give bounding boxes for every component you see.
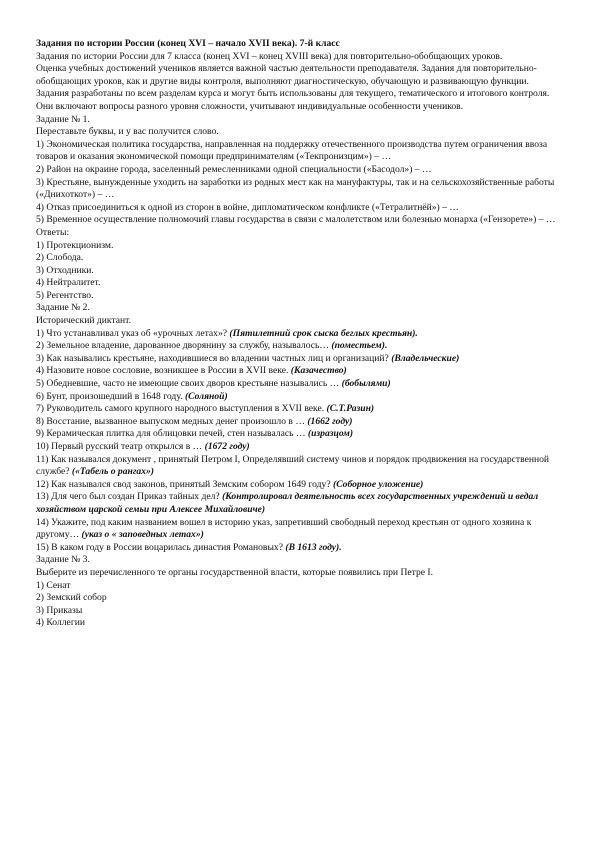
question-text: 4) Назовите новое сословие, возникшее в России в XVII веке. [36, 365, 289, 377]
answer-text: (Владельческие) [391, 352, 460, 364]
task2-item [36, 479, 562, 492]
task2-item [36, 378, 562, 391]
answer-text: (Пятилетний срок сыска беглых крестьян). [229, 327, 418, 339]
task3-heading: Задание № 3. [36, 554, 90, 566]
answer-text: («Табель о рангах») [71, 466, 154, 478]
question-text: 7) Руководитель самого крупного народного выступления в XVII веке. [36, 403, 325, 415]
task1-item: 3) Крестьяне, вынужденные уходить на заработки из родных мест как на мануфактуры, так и на сельскохозяйственные работы («Днихоткот») – … [36, 176, 555, 201]
answer-text: (1672 году) [204, 441, 250, 452]
question-text: 3) Как назывались крестьяне, находившиеся во владении частных лиц и организаций? [36, 352, 389, 364]
task3-item: 4) Коллегии [36, 617, 86, 629]
task2-item [36, 340, 562, 353]
question-text: 2) Земельное владение, дарованное дворянину за службу, называлось… [36, 340, 329, 352]
task1-answer: 4) Нейтралитет. [36, 277, 101, 289]
question-text: 1) Что устанавливал указ об «урочных летах»? [36, 327, 227, 339]
task3-item: 1) Сенат [36, 579, 71, 591]
task1-item: 2) Район на окраине города, заселенный ремесленниками одной специальности («Басодол») – … [36, 163, 432, 175]
question-text: 10) Первый русский театр открылся в … [36, 441, 203, 452]
task1-instruction: Переставьте буквы, и у вас получится слово. [36, 126, 219, 138]
task2-item [36, 491, 562, 516]
task3-item: 2) Земский собор [36, 592, 107, 604]
task1-answers-heading: Ответы: [36, 226, 70, 238]
task2-item [36, 517, 562, 542]
task3-item: 3) Приказы [36, 604, 83, 616]
task1-answer: 5) Регентство. [36, 289, 94, 301]
task2-heading: Задание № 2. [36, 302, 90, 314]
answer-text: (изразцом) [307, 428, 354, 440]
document-title: Задания по истории России (конец XVI – начало XVII века). 7-й класс [36, 38, 340, 49]
task1-answer: 1) Протекционизм. [36, 239, 114, 251]
task2-item [36, 328, 562, 341]
task2-item [36, 353, 562, 366]
task1-answer: 2) Слобода. [36, 252, 84, 264]
question-text: 8) Восстание, вызванное выпуском медных денег произошло в … [36, 415, 305, 427]
task2-item [36, 365, 562, 378]
task2-item [36, 454, 562, 479]
answer-text: (Контролировал деятельность всех государственных учреждений и ведал хозяйством царской семьи при Алексее Михайловиче) [36, 491, 539, 515]
answer-text: (1662 году) [307, 415, 353, 427]
task2-instruction: Исторический диктант. [36, 315, 132, 327]
task2-item [36, 428, 562, 441]
document-page [36, 38, 562, 630]
answer-text: (бобылями) [341, 378, 391, 390]
answer-text: (Казачество) [290, 365, 347, 377]
question-text: 11) Как назывался документ , принятый Петром I, Определявший систему чинов и порядок продвижения на государственной службе? [36, 453, 550, 478]
description-paragraph: Оценка учебных достижений учеников является важной частью деятельности преподавателя. Задания для повторительно-обобщающих уроков, как и другие виды контроля, выполняют диагностическую, обучающую и развивающую функции. Задания разработаны по всем разделам курса и могут быть использованы для текущего, тематического и итогового контроля. Они включают вопросы разного уровня сложности, учитывают индивидуальные особенности учеников. [36, 63, 550, 112]
task2-item [36, 542, 562, 555]
question-text: 6) Бунт, произошедший в 1648 году. [36, 390, 183, 402]
question-text: 12) Как назывался свод законов, принятый Земским собором 1649 году? [36, 478, 331, 490]
task2-item [36, 403, 562, 416]
task1-item: 5) Временное осуществление полномочий главы государства в связи с малолетством или болезнью монарха («Гензорете») – … [36, 214, 556, 226]
answer-text: (Соборное уложение) [333, 478, 424, 490]
task2-item [36, 441, 562, 454]
question-text: 13) Для чего был создан Приказ тайных дел? [36, 491, 220, 503]
question-text: 15) В каком году в России воцарилась династия Романовых? [36, 541, 283, 553]
answer-text: (поместьем). [331, 340, 388, 352]
task2-item [36, 391, 562, 404]
answer-text: (указ о « заповедных летах») [81, 529, 204, 541]
task1-heading: Задание № 1. [36, 113, 90, 125]
answer-text: (С.Т.Разин) [326, 403, 375, 415]
task3-instruction: Выберите из перечисленного те органы государственной власти, которые появились при Петре I. [36, 566, 433, 578]
question-text: 9) Керамическая плитка для облицовки печей, стен называлась … [36, 428, 306, 440]
task1-answer: 3) Отходники. [36, 264, 94, 276]
answer-text: (В 1613 году). [285, 541, 342, 553]
task1-item: 1) Экономическая политика государства, направленная на поддержку отечественного производства путем ограничения ввоза товаров и оказания экономической помощи предпринимателям («Текпронизцим») – … [36, 138, 548, 163]
question-text: 5) Обедневшие, часто не имеющие своих дворов крестьяне назывались … [36, 378, 340, 390]
task2-item [36, 416, 562, 429]
task1-item: 4) Отказ присоединиться к одной из сторон в войне, дипломатическом конфликте («Тетралитнёй») – … [36, 201, 459, 213]
question-text: 14) Укажите, под каким названием вошел в историю указ, запретивший свободный переход крестьян от одного хозяина к другому… [36, 516, 532, 541]
answer-text: (Соляной) [184, 390, 228, 402]
intro-paragraph: Задания по истории России для 7 класса (конец XVI – конец XVIII века) для повторительно-обобщающих уроков. [36, 50, 503, 62]
